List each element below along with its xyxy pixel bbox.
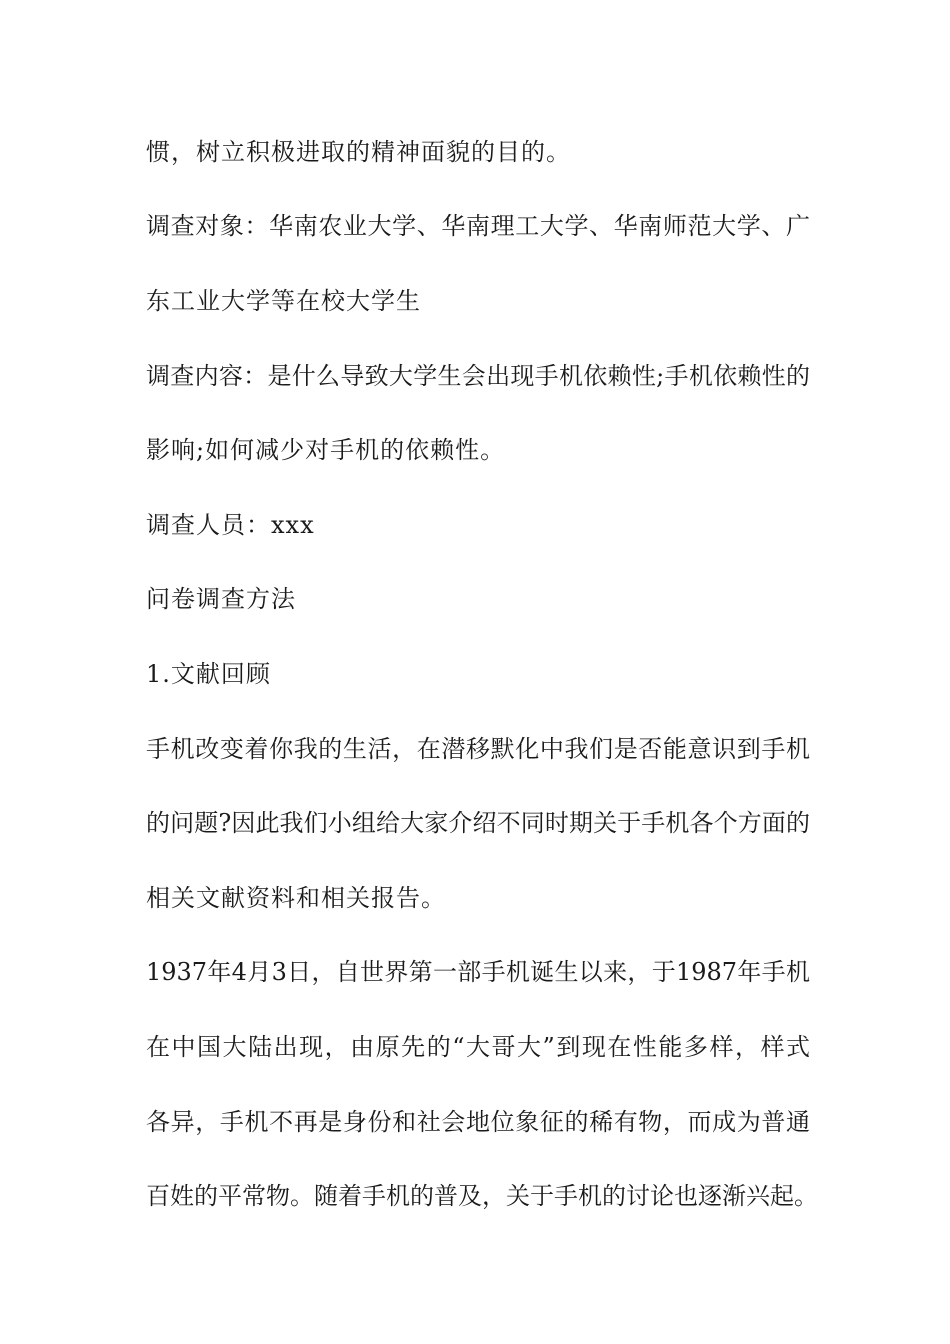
text-line: 调查内容：是什么导致大学生会出现手机依赖性;手机依赖性的 [146,362,810,390]
text-line: 调查对象：华南农业大学、华南理工大学、华南师范大学、广 [146,212,810,240]
text-line: 手机改变着你我的生活，在潜移默化中我们是否能意识到手机 [146,735,810,763]
text-line: 在中国大陆出现，由原先的“大哥大”到现在性能多样，样式 [146,1033,810,1061]
text-line: 影响;如何减少对手机的依赖性。 [146,436,506,464]
text-line: 惯，树立积极进取的精神面貌的目的。 [146,138,571,166]
text-line: 各异，手机不再是身份和社会地位象征的稀有物，而成为普通 [146,1108,810,1136]
text-line: 百姓的平常物。随着手机的普及，关于手机的讨论也逐渐兴起。 [146,1182,818,1210]
section-heading: 问卷调查方法 [146,585,296,613]
text-line: 调查人员：xxx [146,511,315,539]
text-line: 东工业大学等在校大学生 [146,287,421,315]
text-line: 相关文献资料和相关报告。 [146,884,446,912]
subsection-heading: 1.文献回顾 [146,660,271,688]
text-line: 的问题?因此我们小组给大家介绍不同时期关于手机各个方面的 [146,809,810,837]
text-line: 1937年4月3日，自世界第一部手机诞生以来，于1987年手机 [146,958,810,986]
